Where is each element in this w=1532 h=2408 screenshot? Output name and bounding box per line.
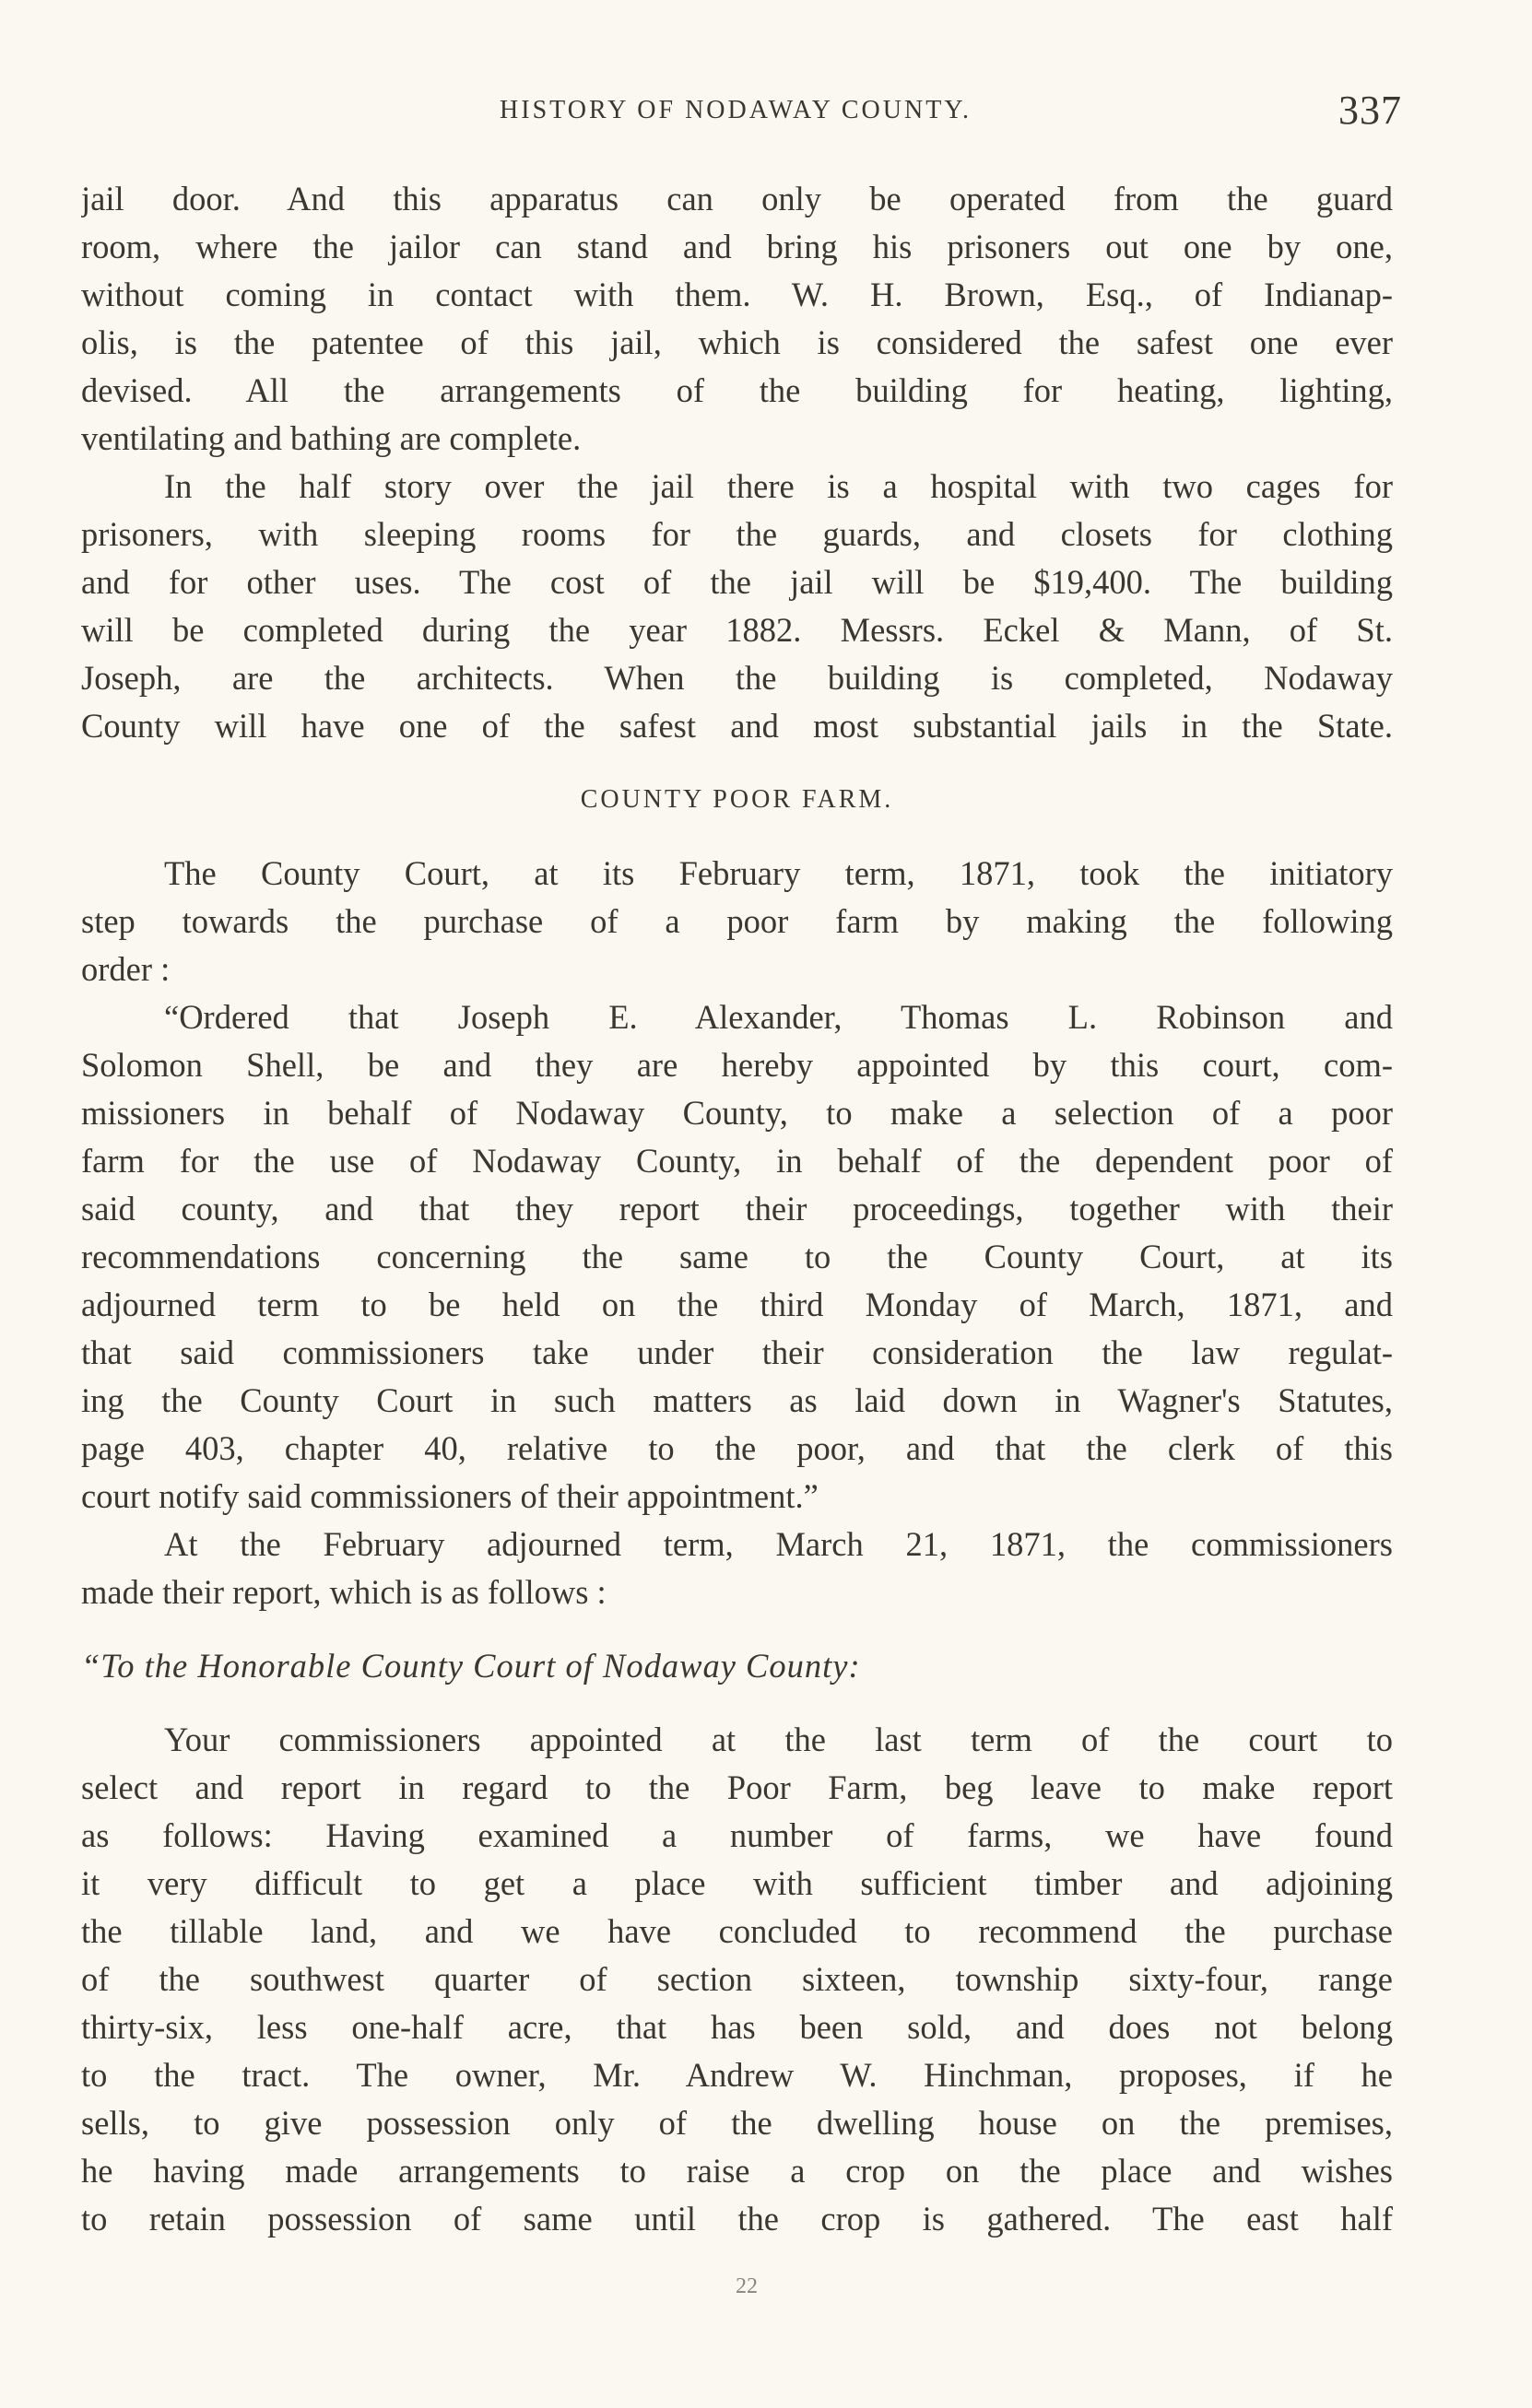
body-text — [81, 175, 1393, 2243]
text-line: farm for the use of Nodaway County, in behalf of the dependent poor of — [81, 1142, 1393, 1180]
text-line: it very difficult to get a place with sufficient timber and adjoining — [81, 1864, 1393, 1902]
text-line: without coming in contact with them. W. H. Brown, Esq., of Indianap- — [81, 276, 1393, 313]
paragraph-jail-door — [81, 175, 1393, 463]
paragraph-february-term — [81, 1521, 1393, 1616]
text-line: made their report, which is as follows : — [81, 1573, 607, 1611]
text-line: adjourned term to be held on the third Monday of March, 1871, and — [81, 1286, 1393, 1323]
text-line: olis, is the patentee of this jail, which is considered the safest one ever — [81, 323, 1393, 361]
text-line: thirty-six, less one-half acre, that has been sold, and does not belong — [81, 2008, 1393, 2046]
text-line: to the tract. The owner, Mr. Andrew W. Hinchman, proposes, if he — [81, 2056, 1393, 2094]
paragraph-order-quote — [81, 993, 1393, 1521]
text-line: to retain possession of same until the crop is gathered. The east half — [81, 2200, 1393, 2238]
text-line: In the half story over the jail there is a hospital with two cages for — [164, 467, 1393, 505]
text-line: and for other uses. The cost of the jail will be $19,400. The building — [81, 563, 1393, 601]
text-line: prisoners, with sleeping rooms for the guards, and closets for clothing — [81, 515, 1393, 553]
paragraph-county-court — [81, 850, 1393, 993]
text-line: will be completed during the year 1882. Messrs. Eckel & Mann, of St. — [81, 611, 1393, 649]
paragraph-half-story — [81, 463, 1393, 750]
text-line: court notify said commissioners of their appointment.” — [81, 1477, 819, 1515]
text-line: step towards the purchase of a poor farm by making the following — [81, 902, 1393, 940]
text-line: At the February adjourned term, March 21, 1871, the commissioners — [164, 1525, 1393, 1563]
page-number: 337 — [1338, 88, 1402, 133]
text-line: of the southwest quarter of section sixteen, township sixty-four, range — [81, 1960, 1393, 1998]
text-line: ing the County Court in such matters as laid down in Wagner's Statutes, — [81, 1381, 1393, 1419]
text-line: Solomon Shell, be and they are hereby appointed by this court, com- — [81, 1046, 1393, 1084]
paragraph-commissioners-report — [81, 1716, 1393, 2243]
running-head-title: HISTORY OF NODAWAY COUNTY. — [500, 96, 972, 124]
text-line: Joseph, are the architects. When the building is completed, Nodaway — [81, 659, 1393, 697]
text-line: that said commissioners take under their consideration the law regulat- — [81, 1333, 1393, 1371]
text-line: ventilating and bathing are complete. — [81, 419, 582, 457]
text-line: page 403, chapter 40, relative to the poor, and that the clerk of this — [81, 1429, 1393, 1467]
text-line: he having made arrangements to raise a crop on the place and wishes — [81, 2152, 1393, 2190]
text-line: said county, and that they report their proceedings, together with their — [81, 1190, 1393, 1227]
text-line: as follows: Having examined a number of farms, we have found — [81, 1816, 1393, 1854]
letter-salutation: “To the Honorable County Court of Nodaway County: — [81, 1647, 861, 1685]
text-line: “Ordered that Joseph E. Alexander, Thomas L. Robinson and — [164, 998, 1393, 1036]
text-line: room, where the jailor can stand and bring his prisoners out one by one, — [81, 228, 1393, 265]
section-heading: COUNTY POOR FARM. — [580, 785, 894, 814]
text-line: sells, to give possession only of the dwelling house on the premises, — [81, 2104, 1393, 2142]
text-line: recommendations concerning the same to the County Court, at its — [81, 1238, 1393, 1275]
text-line: the tillable land, and we have concluded to recommend the purchase — [81, 1912, 1393, 1950]
running-head — [0, 88, 1532, 147]
text-line: select and report in regard to the Poor Farm, beg leave to make report — [81, 1768, 1393, 1806]
text-line: jail door. And this apparatus can only be operated from the guard — [81, 180, 1393, 217]
text-line: The County Court, at its February term, 1871, took the initiatory — [164, 854, 1393, 892]
printer-signature-mark: 22 — [736, 2274, 758, 2298]
text-line: County will have one of the safest and most substantial jails in the State. — [81, 707, 1393, 745]
text-line: order : — [81, 950, 171, 988]
text-line: Your commissioners appointed at the last term of the court to — [164, 1721, 1393, 1758]
text-line: missioners in behalf of Nodaway County, to make a selection of a poor — [81, 1094, 1393, 1132]
text-line: devised. All the arrangements of the building for heating, lighting, — [81, 371, 1393, 409]
